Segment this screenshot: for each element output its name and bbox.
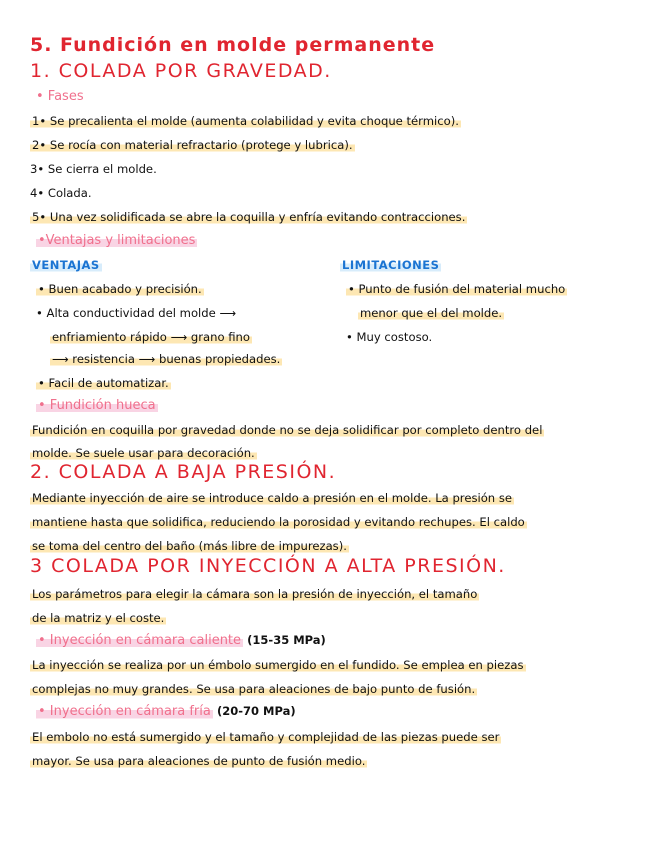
s2-text-1: Mediante inyección de aire se introduce caldo a presión en el molde. La presión se: [32, 491, 513, 505]
section-3-title: 3 COLADA POR INYECCIÓN A ALTA PRESIÓN.: [30, 555, 506, 577]
fundicion-hueca-label: • Fundición hueca: [38, 398, 156, 413]
limitacion-1: • Punto de fusión del material mucho: [348, 282, 566, 296]
fase-5: 5• Una vez solidificada se abre la coquilla y enfría evitando contracciones.: [32, 210, 466, 224]
caliente-text-2: complejas no muy grandes. Se usa para aleaciones de bajo punto de fusión.: [32, 682, 476, 696]
ventajas-limitaciones-label: •Ventajas y limitaciones: [38, 233, 196, 248]
fases-label: • Fases: [36, 89, 84, 104]
ventaja-2-cont2: ⟶ resistencia ⟶ buenas propiedades.: [52, 352, 281, 366]
ventaja-1: • Buen acabado y precisión.: [38, 282, 202, 296]
s3-intro-2: de la matriz y el coste.: [32, 611, 165, 625]
ventajas-header: VENTAJAS: [32, 258, 100, 272]
camara-caliente-label: • Inyección en cámara caliente: [38, 633, 242, 648]
limitacion-2: • Muy costoso.: [346, 330, 433, 344]
fase-2: 2• Se rocía con material refractario (protege y lubrica).: [32, 138, 353, 152]
fria-text-2: mayor. Se usa para aleaciones de punto de fusión medio.: [32, 754, 366, 768]
camara-caliente-heading: [36, 633, 326, 648]
camara-fria-heading: [36, 704, 296, 719]
hueca-text-1: Fundición en coquilla por gravedad donde no se deja solidificar por completo dentro del: [32, 423, 543, 437]
caliente-text-1: La inyección se realiza por un émbolo sumergido en el fundido. Se emplea en piezas: [32, 658, 524, 672]
section-2-title: 2. COLADA A BAJA PRESIÓN.: [30, 461, 337, 483]
ventaja-2: • Alta conductividad del molde ⟶: [36, 306, 237, 320]
section-1-title: 1. COLADA POR GRAVEDAD.: [30, 60, 332, 82]
main-title: 5. Fundición en molde permanente: [30, 34, 436, 56]
camara-fria-label: • Inyección en cámara fría: [38, 704, 211, 719]
ventaja-3: • Facil de automatizar.: [38, 376, 169, 390]
fria-text-1: El embolo no está sumergido y el tamaño y complejidad de las piezas puede ser: [32, 730, 500, 744]
fase-1: 1• Se precalienta el molde (aumenta colabilidad y evita choque térmico).: [32, 114, 459, 128]
camara-caliente-pressure: (15-35 MPa): [247, 633, 326, 647]
limitaciones-header: LIMITACIONES: [342, 258, 440, 272]
camara-fria-pressure: (20-70 MPa): [217, 704, 296, 718]
s2-text-2: mantiene hasta que solidifica, reduciendo la porosidad y evitando rechupes. El caldo: [32, 515, 525, 529]
ventaja-2-cont: enfriamiento rápido ⟶ grano fino: [52, 330, 250, 344]
fase-3: 3• Se cierra el molde.: [30, 162, 157, 176]
limitacion-1-cont: menor que el del molde.: [360, 306, 503, 320]
s2-text-3: se toma del centro del baño (más libre de impurezas).: [32, 539, 347, 553]
s3-intro-1: Los parámetros para elegir la cámara son la presión de inyección, el tamaño: [32, 587, 478, 601]
hueca-text-2: molde. Se suele usar para decoración.: [32, 446, 255, 460]
fase-4: 4• Colada.: [30, 186, 92, 200]
